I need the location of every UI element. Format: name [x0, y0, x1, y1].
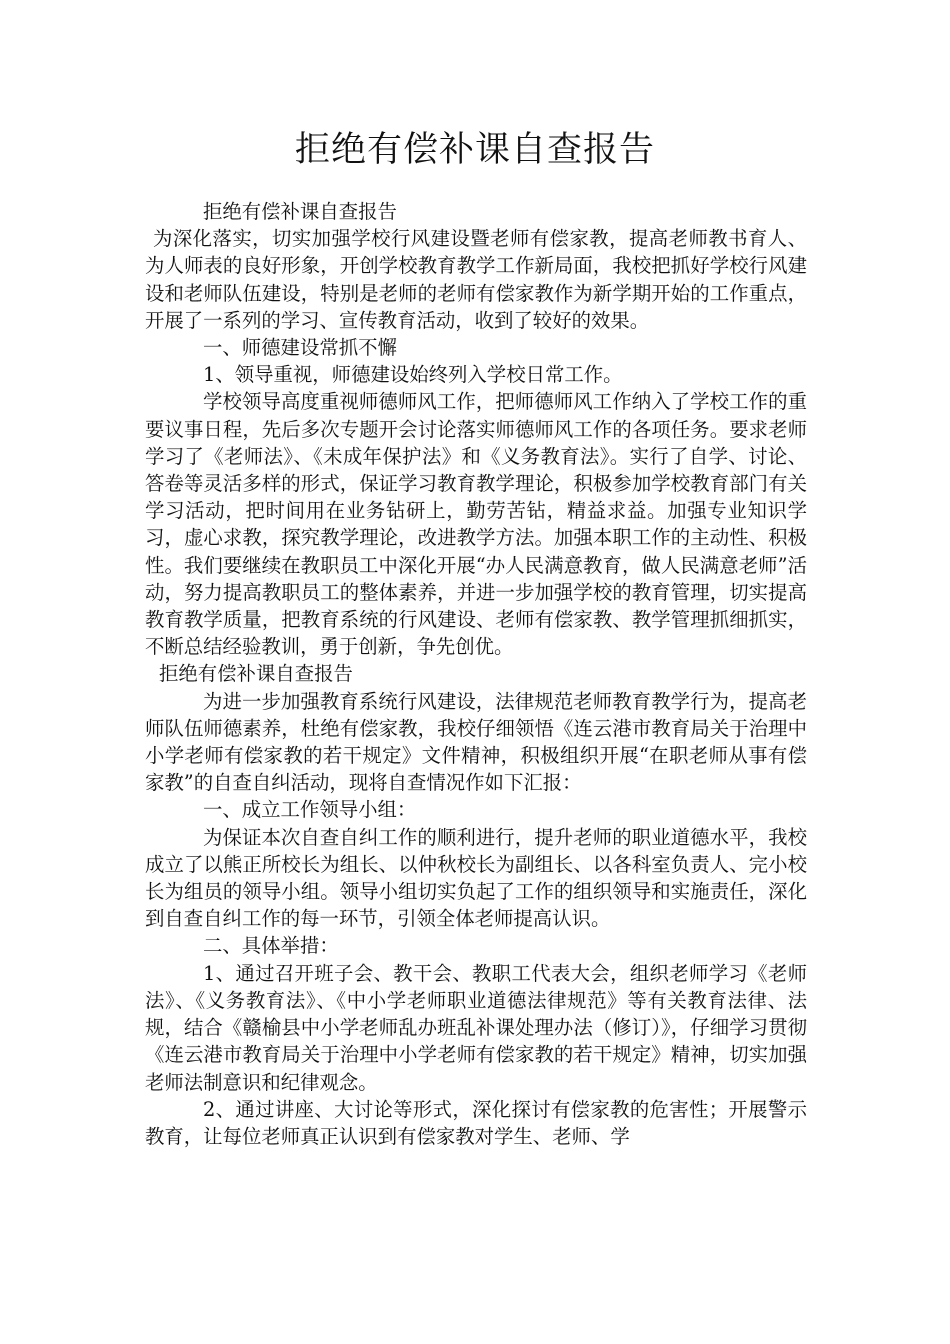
second-report-heading: 拒绝有偿补课自查报告 — [159, 662, 353, 686]
body-paragraph: 为进一步加强教育系统行风建设，法律规范老师教育教学行为，提高老师队伍师德素养，杜绝有偿家教，我校仔细领悟《连云港市教育局关于治理中小学老师有偿家教的若干规定》文件精神，积极组织开展“在职老师从事有偿家教”的自查自纠活动，现将自查情况作如下汇报： — [145, 689, 807, 795]
body-paragraph: 学校领导高度重视师德师风工作，把师德师风工作纳入了学校工作的重要议事日程，先后多次专题开会讨论落实师德师风工作的各项任务。要求老师学习了《老师法》、《未成年保护法》和《义务教育法》。实行了自学、讨论、答卷等灵活多样的形式，保证学习教育教学理论，积极参加学校教育部门有关学习活动，把时间用在业务钻研上，勤劳苦钻，精益求益。加强专业知识学习，虚心求教，探究教学理论，改进教学方法。加强本职工作的主动性、积极性。我们要继续在教职员工中深化开展“办人民满意教育，做人民满意老师”活动，努力提高教职员工的整体素养，并进一步加强学校的教育管理，切实提高教育教学质量，把教育系统的行风建设、老师有偿家教、教学管理抓细抓实，不断总结经验教训，勇于创新，争先创优。 — [145, 390, 807, 659]
section-heading: 二、具体举措： — [203, 934, 339, 958]
section-heading: 一、成立工作领导小组： — [203, 798, 417, 822]
item-paragraph: 1、通过召开班子会、教干会、教职工代表大会，组织老师学习《老师法》、《义务教育法》、《中小学老师职业道德法律规范》等有关教育法律、法规，结合《赣榆县中小学老师乱办班乱补课处理办法（修订）》，仔细学习贯彻《连云港市教育局关于治理中小学老师有偿家教的若干规定》精神，切实加强老师法制意识和纪律观念。 — [145, 961, 807, 1094]
subtitle-paragraph: 拒绝有偿补课自查报告 — [203, 200, 397, 223]
body-paragraph: 为保证本次自查自纠工作的顺利进行，提升老师的职业道德水平，我校成立了以熊正所校长为组长、以仲秋校长为副组长、以各科室负责人、完小校长为组员的领导小组。领导小组切实负起了工作的组织领导和实施责任，深化到自查自纠工作的每一环节，引领全体老师提高认识。 — [145, 825, 807, 931]
section-heading: 一、师德建设常抓不懈 — [203, 336, 397, 360]
item-paragraph: 1、领导重视，师德建设始终列入学校日常工作。 — [203, 363, 623, 387]
document-body — [145, 198, 807, 1150]
intro-paragraph: 为深化落实，切实加强学校行风建设暨老师有偿家教，提高老师教书育人、为人师表的良好形象，开创学校教育教学工作新局面，我校把抓好学校行风建设和老师队伍建设，特别是老师的老师有偿家教作为新学期开始的工作重点，开展了一系列的学习、宣传教育活动，收到了较好的效果。 — [145, 227, 807, 332]
document-title: 拒绝有偿补课自查报告 — [294, 130, 655, 170]
item-paragraph: 2、通过讲座、大讨论等形式，深化探讨有偿家教的危害性；开展警示教育，让每位老师真正认识到有偿家教对学生、老师、学 — [145, 1097, 807, 1148]
